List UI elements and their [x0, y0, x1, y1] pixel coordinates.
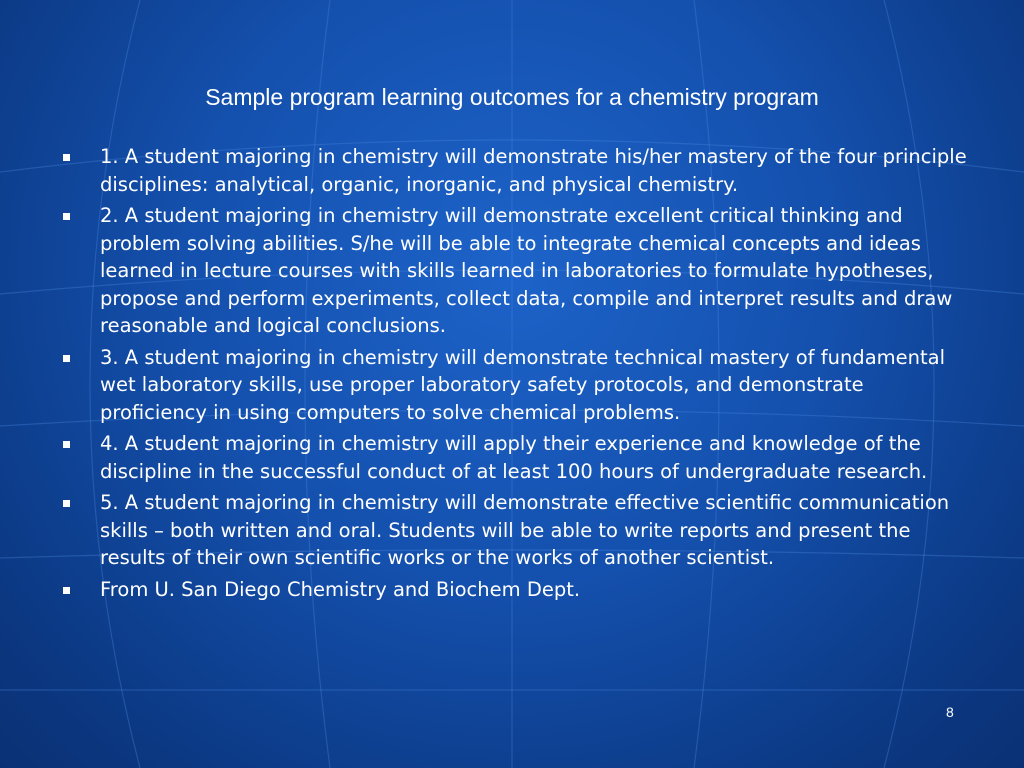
bullet-item — [60, 576, 970, 604]
bullet-text: 3. A student majoring in chemistry will demonstrate technical mastery of fundamental wet laboratory skills, use proper laboratory safety protocols, and demonstrate proficiency in using computers to solve chemical problems. — [100, 345, 946, 424]
bullet-list — [60, 143, 970, 607]
bullet-text: 5. A student majoring in chemistry will demonstrate effective scientific communication skills – both written and oral. Students will be able to write reports and present the results of their own scientific works or the works of another scientist. — [100, 491, 950, 569]
bullet-square-icon — [63, 587, 70, 594]
bullet-item — [60, 344, 970, 427]
slide-title: Sample program learning outcomes for a chemistry program — [205, 84, 819, 110]
bullet-item — [60, 202, 970, 340]
bullet-square-icon — [63, 154, 70, 161]
bullet-item — [60, 430, 970, 485]
bullet-square-icon — [63, 441, 70, 448]
page-number: 8 — [946, 704, 954, 720]
bullet-text: 4. A student majoring in chemistry will apply their experience and knowledge of the discipline in the successful conduct of at least 100 hours of undergraduate research. — [100, 432, 928, 483]
bullet-item — [60, 489, 970, 572]
bullet-text: 2. A student majoring in chemistry will demonstrate excellent critical thinking and problem solving abilities. S/he will be able to integrate chemical concepts and ideas learned in lecture courses with skills learned in laboratories to formulate hypotheses, propose and perform experiments, collect data, compile and interpret results and draw reasonable and logical conclusions. — [100, 204, 953, 337]
bullet-item — [60, 143, 970, 198]
bullet-text: From U. San Diego Chemistry and Biochem Dept. — [100, 577, 581, 601]
bullet-text: 1. A student majoring in chemistry will demonstrate his/her mastery of the four principle disciplines: analytical, organic, inorganic, and physical chemistry. — [100, 145, 967, 196]
bullet-square-icon — [63, 355, 70, 362]
bullet-square-icon — [63, 213, 70, 220]
bullet-square-icon — [63, 500, 70, 507]
